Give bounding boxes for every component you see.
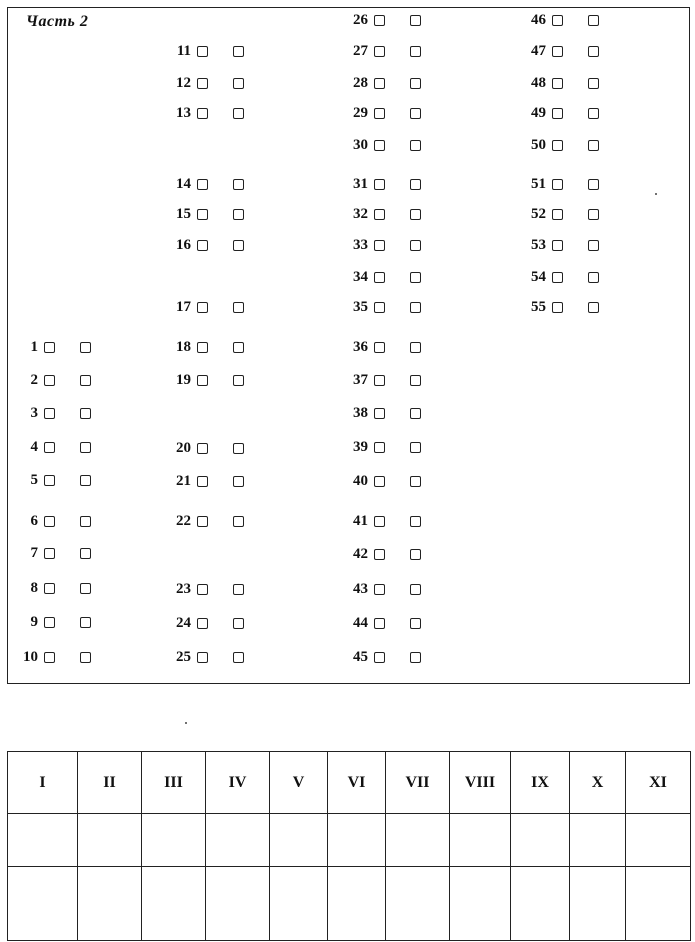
question-number: 53	[531, 236, 546, 253]
score-cell[interactable]	[570, 867, 626, 941]
answer-checkbox-a[interactable]	[197, 209, 208, 220]
score-cell[interactable]	[206, 814, 270, 867]
question-row	[340, 135, 446, 155]
answer-checkbox-b[interactable]	[588, 140, 599, 151]
answer-checkbox-b[interactable]	[410, 140, 421, 151]
answer-checkbox-b[interactable]	[410, 46, 421, 57]
score-cell[interactable]	[142, 814, 206, 867]
score-header-cell: I	[8, 752, 78, 814]
answer-checkbox-b[interactable]	[410, 240, 421, 251]
question-row	[163, 647, 269, 667]
answer-checkbox-b[interactable]	[233, 476, 244, 487]
question-number: 39	[353, 438, 368, 455]
score-row	[8, 814, 691, 867]
question-number: 3	[30, 404, 38, 421]
answer-checkbox-a[interactable]	[374, 15, 385, 26]
answer-checkbox-b[interactable]	[233, 375, 244, 386]
question-number: 26	[353, 11, 368, 28]
question-number: 21	[176, 472, 191, 489]
question-row	[163, 471, 269, 491]
answer-checkbox-b[interactable]	[233, 240, 244, 251]
question-number: 15	[176, 205, 191, 222]
question-number: 35	[353, 298, 368, 315]
question-row	[10, 511, 116, 531]
answer-checkbox-a[interactable]	[552, 179, 563, 190]
question-row	[340, 267, 446, 287]
question-row	[10, 370, 116, 390]
score-cell[interactable]	[511, 867, 570, 941]
answer-checkbox-a[interactable]	[197, 108, 208, 119]
question-row	[163, 337, 269, 357]
answer-checkbox-b[interactable]	[410, 618, 421, 629]
answer-checkbox-b[interactable]	[588, 15, 599, 26]
question-row	[340, 337, 446, 357]
question-row	[10, 403, 116, 423]
answer-checkbox-b[interactable]	[588, 240, 599, 251]
score-cell[interactable]	[206, 867, 270, 941]
answer-checkbox-b[interactable]	[588, 108, 599, 119]
question-number: 1	[30, 338, 38, 355]
question-row	[340, 511, 446, 531]
question-number: 55	[531, 298, 546, 315]
score-header-cell: V	[270, 752, 328, 814]
question-row	[340, 235, 446, 255]
answer-checkbox-b[interactable]	[410, 584, 421, 595]
answer-checkbox-b[interactable]	[410, 302, 421, 313]
answer-checkbox-b[interactable]	[410, 442, 421, 453]
answer-checkbox-b[interactable]	[233, 443, 244, 454]
question-number: 36	[353, 338, 368, 355]
score-cell[interactable]	[570, 814, 626, 867]
answer-checkbox-a[interactable]	[197, 46, 208, 57]
answer-checkbox-a[interactable]	[552, 240, 563, 251]
answer-checkbox-b[interactable]	[80, 442, 91, 453]
answer-checkbox-a[interactable]	[44, 375, 55, 386]
score-cell[interactable]	[328, 814, 386, 867]
score-cell[interactable]	[328, 867, 386, 941]
answer-checkbox-b[interactable]	[80, 652, 91, 663]
answer-checkbox-a[interactable]	[44, 617, 55, 628]
answer-checkbox-a[interactable]	[552, 46, 563, 57]
answer-checkbox-b[interactable]	[233, 46, 244, 57]
question-row	[518, 10, 624, 30]
answer-checkbox-b[interactable]	[233, 516, 244, 527]
answer-checkbox-a[interactable]	[197, 302, 208, 313]
question-row	[163, 235, 269, 255]
score-header-cell: VI	[328, 752, 386, 814]
score-header-cell: XI	[626, 752, 691, 814]
question-row	[518, 204, 624, 224]
score-cell[interactable]	[450, 867, 511, 941]
score-cell[interactable]	[386, 867, 450, 941]
answer-checkbox-b[interactable]	[233, 302, 244, 313]
answer-checkbox-b[interactable]	[80, 548, 91, 559]
answer-checkbox-a[interactable]	[374, 46, 385, 57]
question-row	[163, 204, 269, 224]
answer-checkbox-b[interactable]	[410, 516, 421, 527]
answer-checkbox-a[interactable]	[374, 140, 385, 151]
question-row	[10, 647, 116, 667]
answer-checkbox-a[interactable]	[374, 618, 385, 629]
question-row	[10, 470, 116, 490]
score-cell[interactable]	[386, 814, 450, 867]
score-header-cell: X	[570, 752, 626, 814]
answer-checkbox-a[interactable]	[44, 475, 55, 486]
answer-checkbox-a[interactable]	[44, 583, 55, 594]
answer-checkbox-b[interactable]	[80, 475, 91, 486]
question-number: 9	[30, 613, 38, 630]
answer-checkbox-a[interactable]	[374, 375, 385, 386]
score-cell[interactable]	[142, 867, 206, 941]
question-row	[10, 612, 116, 632]
answer-checkbox-a[interactable]	[197, 516, 208, 527]
question-number: 22	[176, 512, 191, 529]
answer-checkbox-a[interactable]	[374, 209, 385, 220]
question-row	[518, 73, 624, 93]
question-row	[518, 235, 624, 255]
answer-checkbox-a[interactable]	[374, 342, 385, 353]
score-row	[8, 867, 691, 941]
answer-checkbox-a[interactable]	[197, 78, 208, 89]
question-row	[163, 103, 269, 123]
answer-checkbox-a[interactable]	[374, 652, 385, 663]
question-number: 38	[353, 404, 368, 421]
question-number: 33	[353, 236, 368, 253]
question-row	[518, 297, 624, 317]
answer-checkbox-b[interactable]	[588, 78, 599, 89]
answer-checkbox-b[interactable]	[410, 408, 421, 419]
question-number: 2	[30, 371, 38, 388]
question-number: 45	[353, 648, 368, 665]
question-row	[10, 543, 116, 563]
question-number: 7	[30, 544, 38, 561]
score-cell[interactable]	[8, 814, 78, 867]
answer-checkbox-b[interactable]	[233, 108, 244, 119]
answer-checkbox-b[interactable]	[80, 342, 91, 353]
answer-checkbox-b[interactable]	[588, 209, 599, 220]
question-row	[340, 647, 446, 667]
question-number: 13	[176, 104, 191, 121]
question-number: 4	[30, 438, 38, 455]
answer-checkbox-a[interactable]	[374, 302, 385, 313]
score-cell[interactable]	[511, 814, 570, 867]
answer-checkbox-a[interactable]	[374, 272, 385, 283]
question-row	[518, 41, 624, 61]
question-row	[340, 370, 446, 390]
question-number: 11	[176, 42, 191, 59]
answer-checkbox-a[interactable]	[552, 15, 563, 26]
question-row	[163, 174, 269, 194]
score-cell[interactable]	[626, 814, 691, 867]
answer-checkbox-a[interactable]	[374, 516, 385, 527]
score-header-row	[8, 752, 691, 814]
answer-checkbox-a[interactable]	[197, 240, 208, 251]
answer-checkbox-b[interactable]	[410, 179, 421, 190]
question-number: 27	[353, 42, 368, 59]
question-row	[518, 135, 624, 155]
answer-checkbox-a[interactable]	[552, 272, 563, 283]
question-number: 44	[353, 614, 368, 631]
answer-checkbox-a[interactable]	[374, 584, 385, 595]
answer-checkbox-a[interactable]	[552, 78, 563, 89]
question-row	[340, 579, 446, 599]
answer-checkbox-b[interactable]	[233, 652, 244, 663]
question-row	[340, 204, 446, 224]
question-number: 14	[176, 175, 191, 192]
score-cell[interactable]	[78, 814, 142, 867]
score-cell[interactable]	[270, 814, 328, 867]
question-row	[163, 73, 269, 93]
question-number: 10	[23, 648, 38, 665]
question-number: 40	[353, 472, 368, 489]
question-number: 8	[30, 579, 38, 596]
question-row	[340, 103, 446, 123]
answer-checkbox-b[interactable]	[410, 108, 421, 119]
question-number: 20	[176, 439, 191, 456]
question-number: 52	[531, 205, 546, 222]
question-number: 18	[176, 338, 191, 355]
question-row	[10, 578, 116, 598]
score-header-cell: VII	[386, 752, 450, 814]
question-number: 46	[531, 11, 546, 28]
answer-checkbox-a[interactable]	[374, 549, 385, 560]
answer-checkbox-b[interactable]	[233, 179, 244, 190]
scan-speck	[655, 193, 657, 195]
question-row	[163, 370, 269, 390]
question-number: 28	[353, 74, 368, 91]
question-number: 49	[531, 104, 546, 121]
scan-speck	[185, 722, 187, 724]
answer-checkbox-a[interactable]	[44, 342, 55, 353]
question-number: 17	[176, 298, 191, 315]
score-header-cell: IV	[206, 752, 270, 814]
question-number: 34	[353, 268, 368, 285]
answer-checkbox-a[interactable]	[374, 78, 385, 89]
question-row	[340, 41, 446, 61]
answer-checkbox-b[interactable]	[233, 618, 244, 629]
question-number: 42	[353, 545, 368, 562]
part-title: Часть 2	[26, 13, 89, 30]
question-number: 43	[353, 580, 368, 597]
question-row	[163, 613, 269, 633]
question-row	[518, 267, 624, 287]
question-row	[340, 471, 446, 491]
answer-checkbox-a[interactable]	[44, 548, 55, 559]
answer-checkbox-a[interactable]	[44, 516, 55, 527]
answer-checkbox-a[interactable]	[197, 375, 208, 386]
score-header-cell: IX	[511, 752, 570, 814]
question-row	[163, 297, 269, 317]
answer-checkbox-a[interactable]	[552, 140, 563, 151]
answer-checkbox-b[interactable]	[588, 179, 599, 190]
answer-checkbox-a[interactable]	[552, 302, 563, 313]
question-number: 37	[353, 371, 368, 388]
answer-checkbox-b[interactable]	[410, 272, 421, 283]
answer-checkbox-b[interactable]	[588, 272, 599, 283]
answer-checkbox-b[interactable]	[410, 342, 421, 353]
answer-checkbox-b[interactable]	[410, 652, 421, 663]
question-row	[340, 403, 446, 423]
score-table	[7, 751, 691, 941]
question-row	[518, 103, 624, 123]
question-number: 29	[353, 104, 368, 121]
question-number: 23	[176, 580, 191, 597]
question-row	[163, 41, 269, 61]
question-number: 30	[353, 136, 368, 153]
answer-checkbox-a[interactable]	[197, 443, 208, 454]
question-row	[340, 73, 446, 93]
answer-checkbox-b[interactable]	[80, 408, 91, 419]
answer-checkbox-b[interactable]	[80, 375, 91, 386]
answer-checkbox-a[interactable]	[552, 209, 563, 220]
answer-checkbox-b[interactable]	[80, 583, 91, 594]
question-number: 50	[531, 136, 546, 153]
question-number: 6	[30, 512, 38, 529]
question-number: 48	[531, 74, 546, 91]
answer-checkbox-a[interactable]	[374, 108, 385, 119]
answer-checkbox-b[interactable]	[410, 209, 421, 220]
answer-checkbox-b[interactable]	[233, 584, 244, 595]
answer-checkbox-a[interactable]	[374, 179, 385, 190]
question-row	[163, 511, 269, 531]
question-row	[163, 438, 269, 458]
question-row	[340, 613, 446, 633]
answer-checkbox-b[interactable]	[410, 375, 421, 386]
score-cell[interactable]	[78, 867, 142, 941]
answer-checkbox-b[interactable]	[410, 476, 421, 487]
answer-checkbox-a[interactable]	[197, 618, 208, 629]
answer-checkbox-b[interactable]	[80, 617, 91, 628]
answer-checkbox-b[interactable]	[233, 209, 244, 220]
question-number: 12	[176, 74, 191, 91]
answer-checkbox-a[interactable]	[374, 476, 385, 487]
question-row	[163, 579, 269, 599]
score-header-cell: VIII	[450, 752, 511, 814]
score-cell[interactable]	[270, 867, 328, 941]
answer-checkbox-b[interactable]	[233, 78, 244, 89]
answer-checkbox-b[interactable]	[233, 342, 244, 353]
answer-checkbox-a[interactable]	[197, 179, 208, 190]
score-cell[interactable]	[450, 814, 511, 867]
question-number: 41	[353, 512, 368, 529]
answer-checkbox-b[interactable]	[588, 302, 599, 313]
score-cell[interactable]	[8, 867, 78, 941]
answer-checkbox-b[interactable]	[588, 46, 599, 57]
question-number: 32	[353, 205, 368, 222]
answer-checkbox-b[interactable]	[410, 15, 421, 26]
answer-checkbox-b[interactable]	[410, 78, 421, 89]
question-row	[518, 174, 624, 194]
question-row	[340, 10, 446, 30]
answer-checkbox-a[interactable]	[197, 342, 208, 353]
answer-checkbox-a[interactable]	[197, 652, 208, 663]
answer-checkbox-a[interactable]	[374, 240, 385, 251]
answer-checkbox-a[interactable]	[374, 408, 385, 419]
question-number: 5	[30, 471, 38, 488]
question-number: 19	[176, 371, 191, 388]
answer-checkbox-b[interactable]	[80, 516, 91, 527]
answer-checkbox-a[interactable]	[374, 442, 385, 453]
score-header-cell: II	[78, 752, 142, 814]
answer-checkbox-a[interactable]	[44, 442, 55, 453]
question-number: 16	[176, 236, 191, 253]
score-cell[interactable]	[626, 867, 691, 941]
answer-checkbox-a[interactable]	[44, 408, 55, 419]
answer-checkbox-a[interactable]	[197, 476, 208, 487]
answer-checkbox-a[interactable]	[44, 652, 55, 663]
question-row	[10, 437, 116, 457]
answer-checkbox-a[interactable]	[552, 108, 563, 119]
question-number: 24	[176, 614, 191, 631]
question-row	[340, 297, 446, 317]
question-row	[340, 437, 446, 457]
question-row	[10, 337, 116, 357]
question-row	[340, 174, 446, 194]
answer-checkbox-b[interactable]	[410, 549, 421, 560]
score-header-cell: III	[142, 752, 206, 814]
question-row	[340, 544, 446, 564]
question-number: 54	[531, 268, 546, 285]
answer-checkbox-a[interactable]	[197, 584, 208, 595]
question-number: 51	[531, 175, 546, 192]
question-number: 47	[531, 42, 546, 59]
question-number: 25	[176, 648, 191, 665]
question-number: 31	[353, 175, 368, 192]
